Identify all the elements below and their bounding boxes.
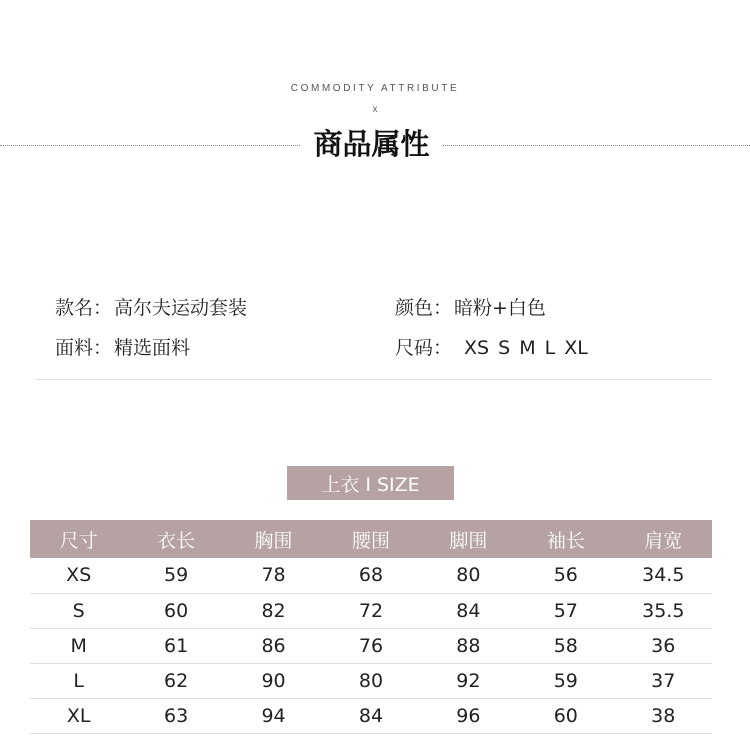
table-cell: S [72, 599, 85, 622]
header-shoulder: 肩宽 [644, 529, 683, 552]
table-cell: 80 [456, 564, 481, 587]
table-cell: 80 [358, 669, 384, 692]
header-length: 衣长 [157, 529, 196, 552]
section-divider [35, 379, 712, 380]
table-cell: 37 [651, 669, 676, 692]
title-rule-right [443, 145, 750, 146]
table-cell: 34.5 [642, 564, 685, 587]
attr-style-name-label: 款名： [55, 297, 113, 319]
page-title: 商品属性 [313, 127, 430, 161]
table-cell: 36 [651, 634, 676, 657]
table-cell: XS [66, 564, 92, 587]
table-cell: 68 [358, 564, 384, 587]
table-cell: 56 [553, 564, 578, 587]
size-table [30, 520, 712, 734]
attr-size [395, 335, 588, 361]
attr-size-value: XS S M L XL [464, 337, 588, 359]
attr-fabric-label: 面料： [55, 337, 113, 359]
table-row [30, 628, 712, 663]
table-cell: M [70, 634, 87, 657]
table-cell: 59 [553, 669, 578, 692]
attr-color-value: 暗粉+白色 [454, 297, 546, 319]
attr-fabric-value: 精选面料 [114, 337, 191, 359]
table-cell: 72 [358, 599, 384, 622]
attr-size-label: 尺码： [395, 337, 453, 359]
table-row [30, 663, 712, 698]
table-cell: 92 [456, 669, 481, 692]
table-cell: 60 [553, 704, 578, 727]
table-cell: 59 [164, 564, 189, 587]
table-cell: 58 [553, 634, 578, 657]
attr-style-name-value: 高尔夫运动套装 [114, 297, 248, 319]
header-hem: 脚围 [449, 529, 488, 552]
title-rule-left [0, 145, 300, 146]
size-section-label: 上衣 I SIZE [287, 466, 454, 500]
header-sleeve: 袖长 [546, 529, 585, 552]
table-cell: 96 [456, 704, 481, 727]
table-cell: 88 [456, 634, 481, 657]
size-table-header-row [30, 520, 712, 558]
header-size: 尺寸 [59, 529, 98, 552]
table-cell: 86 [261, 634, 286, 657]
header-chest: 胸围 [254, 529, 293, 552]
table-cell: 35.5 [642, 599, 685, 622]
table-cell: L [73, 669, 84, 692]
eyebrow-text: COMMODITY ATTRIBUTE [290, 83, 460, 94]
attr-fabric [55, 335, 190, 361]
attr-style-name [55, 295, 247, 321]
table-row [30, 698, 712, 733]
table-cell: 38 [651, 704, 676, 727]
table-cell: 90 [261, 669, 286, 692]
table-cell: 76 [358, 634, 384, 657]
attr-color [395, 295, 546, 321]
table-row [30, 593, 712, 628]
attr-color-label: 颜色： [395, 297, 453, 319]
table-cell: 84 [358, 704, 384, 727]
table-cell: 60 [164, 599, 189, 622]
x-mark: x [372, 104, 378, 115]
table-row [30, 558, 712, 593]
table-cell: 62 [164, 669, 189, 692]
table-cell: 82 [261, 599, 286, 622]
table-cell: 94 [261, 704, 286, 727]
header-waist: 腰围 [351, 529, 390, 552]
table-cell: 61 [164, 634, 189, 657]
table-cell: 84 [456, 599, 481, 622]
table-cell: 57 [553, 599, 578, 622]
table-cell: XL [66, 704, 91, 727]
table-cell: 63 [164, 704, 189, 727]
table-cell: 78 [261, 564, 286, 587]
